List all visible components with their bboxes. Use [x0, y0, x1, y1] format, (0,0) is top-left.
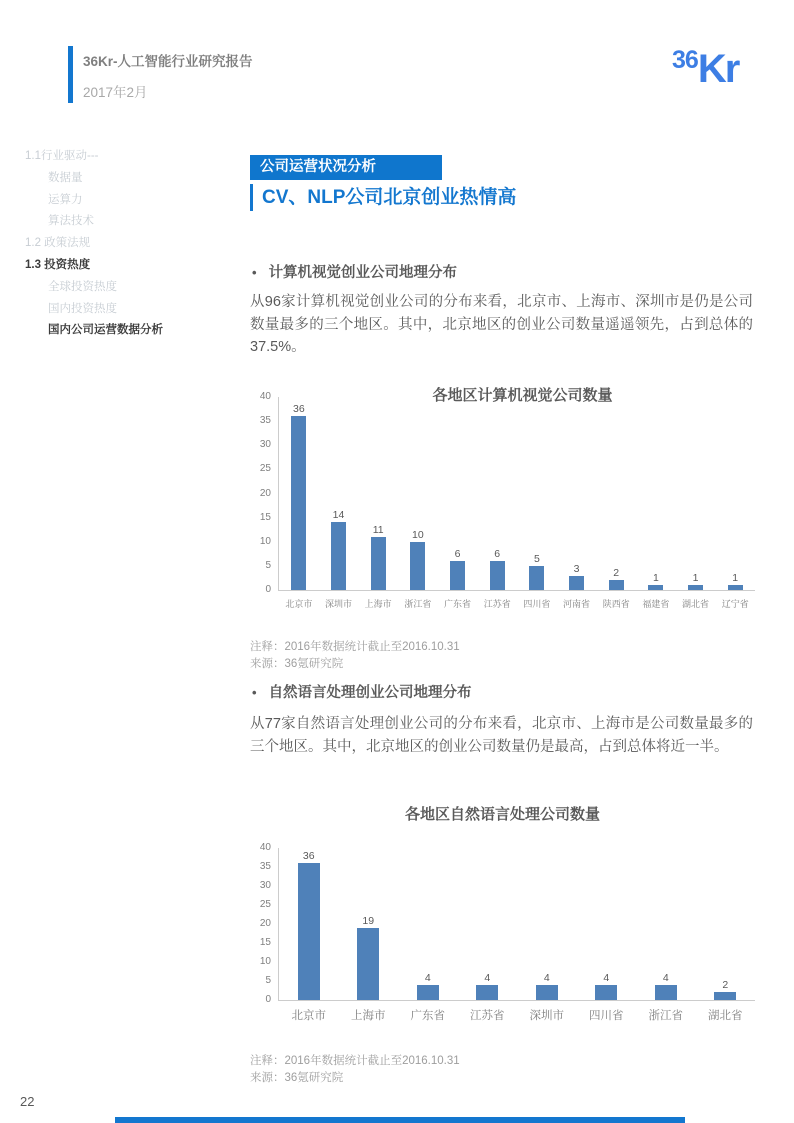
x-axis-label: 辽宁省	[721, 599, 749, 609]
section1-paragraph: 从96家计算机视觉创业公司的分布来看，北京市、上海市、深圳市是仍是公司数量最多的三个地区。其中，北京地区的创业公司数量遥遥领先，占到总体的37.5%。	[250, 294, 753, 355]
y-tick-label: 15	[259, 511, 271, 523]
sidebar-item-1[interactable]: 数据量	[48, 171, 83, 184]
36kr-logo	[672, 46, 738, 92]
bar-value-label: 4	[543, 971, 550, 984]
y-tick-label: 30	[259, 880, 271, 891]
y-axis	[250, 842, 278, 1005]
y-tick-label: 30	[259, 439, 271, 451]
bar-value-label: 1	[732, 572, 739, 585]
bar-group	[319, 397, 359, 590]
bar-value-label: 1	[692, 572, 699, 585]
bullet-icon: •	[252, 685, 257, 700]
bar	[331, 522, 346, 590]
bar-value-label: 5	[533, 552, 540, 565]
bar	[291, 416, 306, 590]
bar-group	[398, 397, 438, 590]
bar	[536, 985, 558, 1000]
bar-value-label: 1	[652, 572, 659, 585]
logo-36-text: 36	[672, 46, 698, 74]
page-title: CV、NLP公司北京创业热情高	[250, 184, 516, 211]
x-axis-label: 浙江省	[648, 1010, 683, 1022]
bar-group	[596, 397, 636, 590]
bar	[450, 561, 465, 590]
y-axis	[250, 391, 278, 595]
sidebar-item-2[interactable]: 运算力	[48, 193, 83, 206]
y-tick-label: 5	[265, 559, 271, 571]
bar	[609, 580, 624, 590]
sidebar-item-3[interactable]: 算法技术	[48, 215, 94, 228]
x-axis-label: 陕西省	[602, 599, 630, 609]
bar	[569, 576, 584, 590]
x-axis-label: 浙江省	[404, 599, 432, 609]
bar	[476, 985, 498, 1000]
x-axis-label: 深圳市	[529, 1010, 564, 1022]
bar	[688, 585, 703, 590]
note-line: 来源：36氪研究院	[250, 1071, 344, 1084]
chart2-note	[250, 1053, 460, 1086]
y-tick-label: 5	[265, 975, 271, 986]
x-axis-label: 上海市	[351, 1010, 386, 1022]
bar	[648, 585, 663, 590]
y-tick-label: 20	[259, 487, 271, 499]
bar	[298, 863, 320, 1000]
chart1-note	[250, 639, 460, 672]
bar-group	[715, 397, 755, 590]
x-axis-label: 江苏省	[470, 1010, 505, 1022]
sidebar-item-6[interactable]: 全球投资热度	[48, 280, 117, 293]
footer-accent-bar	[115, 1117, 685, 1123]
x-axis-label: 上海市	[364, 599, 392, 609]
bar-value-label: 4	[662, 971, 669, 984]
bar-group	[279, 848, 339, 1000]
x-axis-label: 湖北省	[682, 599, 710, 609]
chart-title: 各地区计算机视觉公司数量	[432, 387, 613, 404]
section2-paragraph: 从77家自然语言处理创业公司的分布来看，北京市、上海市是公司数量最多的三个地区。其中，北京地区的创业公司数量仍是最高，占到总体将近一半。	[250, 716, 753, 755]
bar-group	[557, 397, 597, 590]
x-axis-label: 河南省	[563, 599, 591, 609]
bar-value-label: 11	[372, 523, 384, 536]
bar-value-label: 10	[412, 528, 424, 541]
x-axis-label: 四川省	[589, 1010, 624, 1022]
x-axis-label: 深圳市	[325, 599, 353, 609]
logo-kr-text: Kr	[697, 47, 739, 91]
x-axis-label: 北京市	[291, 1010, 326, 1022]
bar-value-label: 36	[302, 850, 315, 863]
x-axis-labels	[279, 591, 755, 610]
bar-group	[279, 397, 319, 590]
section2-heading-label: 自然语言处理创业公司地理分布	[268, 685, 472, 701]
bar-value-label: 6	[454, 548, 461, 561]
bar-group	[696, 848, 756, 1000]
bar-group	[676, 397, 716, 590]
nlp-companies-chart	[250, 803, 755, 1023]
bar-group	[458, 848, 518, 1000]
bar	[410, 542, 425, 590]
x-axis-label: 广东省	[444, 599, 472, 609]
bar-group	[636, 397, 676, 590]
bar	[714, 992, 736, 1000]
section1-heading	[252, 261, 457, 282]
chart-title: 各地区自然语言处理公司数量	[404, 806, 600, 823]
y-tick-label: 25	[259, 899, 271, 910]
plot-area	[278, 397, 755, 591]
sidebar-item-0[interactable]: 1.1行业驱动---	[25, 150, 99, 162]
bar-value-label: 4	[424, 971, 431, 984]
bar-group	[517, 397, 557, 590]
bar-value-label: 6	[494, 548, 501, 561]
plot-area	[278, 848, 755, 1001]
report-date: 2017年2月	[83, 85, 148, 100]
bar-group	[358, 397, 398, 590]
bar-value-label: 14	[332, 509, 345, 522]
bullet-icon: •	[252, 265, 257, 280]
bar	[357, 928, 379, 1000]
bar-value-label: 36	[292, 403, 305, 416]
sidebar-item-4[interactable]: 1.2 政策法规	[25, 237, 91, 250]
bar-group	[477, 397, 517, 590]
y-tick-label: 10	[259, 956, 271, 967]
y-tick-label: 25	[259, 463, 271, 475]
y-tick-label: 0	[265, 994, 271, 1005]
report-title: 36Kr-人工智能行业研究报告	[83, 54, 253, 69]
bar-group	[339, 848, 399, 1000]
y-tick-label: 40	[259, 391, 271, 402]
x-axis-label: 江苏省	[483, 599, 511, 609]
bar-value-label: 2	[613, 567, 620, 580]
y-tick-label: 35	[259, 861, 271, 872]
bar	[417, 985, 439, 1000]
bar	[490, 561, 505, 590]
x-axis-label: 广东省	[410, 1010, 445, 1022]
y-tick-label: 10	[259, 535, 271, 547]
x-axis-labels	[279, 1001, 755, 1023]
bar-value-label: 3	[573, 562, 580, 575]
bar-group	[517, 848, 577, 1000]
note-line: 来源：36氪研究院	[250, 657, 344, 670]
bar	[371, 537, 386, 590]
sidebar-item-8[interactable]: 国内公司运营数据分析	[48, 324, 163, 337]
x-axis-label: 福建省	[642, 599, 670, 609]
sidebar-item-7[interactable]: 国内投资热度	[48, 302, 117, 315]
header-accent-bar	[68, 46, 73, 103]
y-tick-label: 40	[259, 842, 271, 853]
page-number: 22	[20, 1094, 35, 1109]
bar-group	[636, 848, 696, 1000]
bar-value-label: 4	[603, 971, 610, 984]
x-axis-label: 湖北省	[708, 1010, 743, 1022]
bar-group	[438, 397, 478, 590]
y-tick-label: 15	[259, 937, 271, 948]
section-banner: 公司运营状况分析	[250, 155, 442, 180]
bar-value-label: 2	[722, 979, 729, 992]
section2-heading	[252, 681, 472, 702]
note-line: 注释：2016年数据统计截止至2016.10.31	[250, 641, 460, 653]
bar-group	[398, 848, 458, 1000]
y-tick-label: 0	[265, 584, 271, 595]
section1-heading-label: 计算机视觉创业公司地理分布	[268, 265, 458, 281]
bar-group	[577, 848, 637, 1000]
sidebar-toc	[25, 146, 240, 342]
sidebar-item-5[interactable]: 1.3 投资热度	[25, 258, 91, 271]
cv-companies-chart	[250, 384, 755, 610]
x-axis-label: 北京市	[285, 599, 313, 609]
y-tick-label: 35	[259, 415, 271, 427]
bar	[595, 985, 617, 1000]
bar-value-label: 19	[362, 914, 375, 927]
y-tick-label: 20	[259, 918, 271, 929]
bar	[728, 585, 743, 590]
bar-value-label: 4	[484, 971, 491, 984]
bar	[529, 566, 544, 590]
bar	[655, 985, 677, 1000]
x-axis-label: 四川省	[523, 599, 551, 609]
note-line: 注释：2016年数据统计截止至2016.10.31	[250, 1055, 460, 1067]
